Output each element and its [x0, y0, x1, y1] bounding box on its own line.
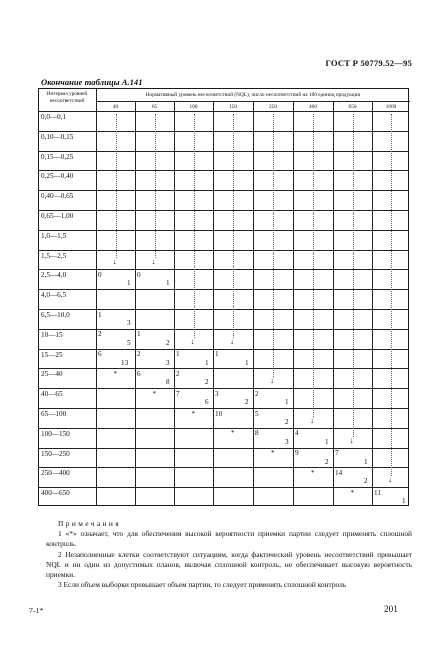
row-label: 150—250: [41, 449, 70, 458]
column-divider: [333, 101, 334, 505]
cell-acceptance-value: 2: [176, 369, 180, 378]
notes: [46, 519, 412, 590]
row-label: 40—65: [41, 390, 63, 399]
cell-acceptance-value: 0: [137, 270, 141, 279]
standard-code: ГОСТ Р 50779.52—95: [325, 58, 412, 68]
dotted-guide: [313, 114, 314, 417]
cell-acceptance-value: 0: [98, 270, 102, 279]
column-divider: [253, 101, 254, 505]
cell-sample-value: 3: [166, 358, 170, 367]
column-header: 40: [112, 103, 119, 110]
down-arrow-icon: ↓: [388, 475, 392, 485]
cell-sample-value: 2: [285, 418, 289, 426]
cell-acceptance-value: 1: [98, 310, 102, 319]
cell-acceptance-value: 9: [295, 449, 299, 458]
cell-sample-value: 1: [127, 279, 131, 288]
column-header: 65: [151, 103, 158, 110]
cell-acceptance-value: 14: [335, 468, 343, 477]
cell-acceptance-value: 5: [255, 409, 259, 418]
dotted-guide: [116, 114, 117, 258]
cell-acceptance-value: 7: [176, 389, 180, 398]
cell-acceptance-value: 7: [335, 449, 339, 458]
row-label: 0,65—1,00: [41, 212, 74, 220]
cell-acceptance-value: 2: [255, 389, 259, 398]
cell-acceptance-value: 2: [98, 330, 102, 339]
cell-sample-value: 2: [245, 398, 249, 407]
cell-sample-value: 2: [166, 338, 170, 347]
cell-sample-value: 1: [364, 457, 368, 466]
cell-sample-value: 2: [364, 477, 368, 486]
row-label: 0,25—0,40: [41, 172, 74, 181]
row-label: 0,40—0,65: [41, 192, 74, 201]
column-header: 150: [229, 103, 237, 110]
corner-header: Интервал уровней несоответствий: [46, 91, 88, 104]
cell-acceptance-value: 1: [215, 350, 219, 359]
row-divider: [39, 448, 408, 449]
row-label: 0,15—0,25: [41, 152, 74, 161]
down-arrow-icon: ↓: [310, 415, 314, 425]
column-header: 250: [269, 103, 277, 110]
cell-acceptance-value: 11: [374, 488, 381, 497]
down-arrow-icon: ↓: [151, 257, 156, 267]
column-header: 100: [189, 103, 198, 110]
footer-mark: 7-1*: [29, 606, 44, 615]
cell-sample-value: 1: [402, 497, 406, 506]
cell-acceptance-value: 6: [137, 369, 141, 378]
cell-acceptance-value: 1: [176, 350, 180, 359]
row-label: 250—400: [41, 469, 70, 478]
dotted-guide: [273, 114, 274, 377]
note-3: 3 Если объем выборки превышает объем партии, то следует применять сплошной контроль: [58, 580, 347, 590]
cell-acceptance-value: 8: [255, 429, 259, 438]
table-caption: Окончание таблицы А.141: [41, 77, 143, 87]
cell-acceptance-value: *: [231, 429, 235, 438]
row-label: 1,0—1,5: [41, 231, 67, 240]
notes-title: Примечания: [58, 519, 122, 528]
cell-sample-value: 1: [166, 279, 170, 288]
cell-sample-value: 6: [205, 398, 209, 407]
row-label: 10—15: [41, 330, 63, 339]
column-divider: [372, 101, 373, 505]
cell-acceptance-value: *: [191, 409, 196, 418]
cell-acceptance-value: 6: [98, 350, 102, 359]
column-divider: [135, 101, 136, 505]
cell-sample-value: 2: [325, 457, 329, 466]
group-header-divider: [96, 101, 410, 102]
cell-sample-value: 2: [205, 378, 209, 387]
column-divider: [213, 101, 214, 505]
cell-sample-value: 3: [285, 437, 289, 446]
column-header: 400: [309, 103, 317, 110]
dotted-guide: [155, 114, 156, 258]
note-2: 2 Незаполненные клетки соответствуют ситуациям, когда фактический уровень несоответствий превышает NQL и ни один из допустимых планов, включая сплошной контроль, не обеспечивает высокую вероятность приемки.: [46, 549, 412, 580]
group-header: Нормативный уровень несоответствий (NQL), число несоответствий на 100 единиц продукции: [145, 92, 361, 98]
cell-acceptance-value: 4: [295, 429, 299, 438]
cell-sample-value: 1: [205, 358, 209, 367]
sampling-plan-table: [38, 88, 409, 506]
row-label: 2,5—4,0: [41, 271, 67, 280]
cell-acceptance-value: 3: [215, 389, 219, 398]
cell-acceptance-value: *: [271, 449, 275, 458]
column-header: 1000: [385, 103, 397, 110]
dotted-guide: [194, 114, 195, 338]
cell-acceptance-value: 10: [215, 409, 223, 418]
row-label: 400—650: [41, 489, 70, 498]
cell-acceptance-value: 2: [137, 350, 141, 359]
cell-acceptance-value: *: [311, 468, 315, 477]
dotted-guide: [233, 114, 234, 338]
dotted-guide: [353, 114, 354, 437]
cell-sample-value: 3: [127, 319, 131, 327]
row-label: 0,0—0,1: [41, 113, 67, 121]
cell-sample-value: 5: [127, 338, 131, 347]
cell-acceptance-value: *: [152, 389, 157, 398]
down-arrow-icon: ↓: [190, 336, 195, 346]
row-label: 6,5—10,0: [41, 311, 70, 319]
row-label: 0,10—0,15: [41, 132, 74, 141]
column-header: 650: [348, 103, 357, 110]
down-arrow-icon: ↓: [349, 435, 354, 445]
page-number: 201: [384, 604, 398, 614]
down-arrow-icon: ↓: [270, 376, 274, 386]
cell-acceptance-value: *: [350, 488, 355, 497]
row-label: 100—150: [41, 429, 70, 438]
row-label: 25—40: [41, 370, 63, 379]
row-label: 1,5—2,5: [41, 251, 67, 260]
cell-sample-value: 1: [245, 358, 249, 367]
cell-sample-value: 1: [285, 398, 289, 407]
down-arrow-icon: ↓: [230, 336, 234, 346]
dotted-guide: [391, 114, 392, 476]
cell-sample-value: 1: [325, 437, 329, 446]
cell-sample-value: 13: [121, 358, 129, 367]
cell-sample-value: 8: [166, 378, 170, 387]
note-1: 1 «*» означает, что для обеспечения высокой вероятности приемки партии следует применять сплошной контроль.: [46, 529, 412, 549]
row-label: 15—25: [41, 350, 63, 359]
row-divider: [39, 467, 408, 468]
header-bottom-line: [39, 111, 408, 112]
column-divider: [293, 101, 294, 505]
down-arrow-icon: ↓: [112, 257, 117, 267]
cell-acceptance-value: 1: [137, 330, 141, 339]
column-divider: [174, 101, 175, 505]
row-label: 65—100: [41, 410, 67, 418]
cell-acceptance-value: *: [113, 369, 118, 378]
row-label: 4,0—6,5: [41, 291, 67, 300]
